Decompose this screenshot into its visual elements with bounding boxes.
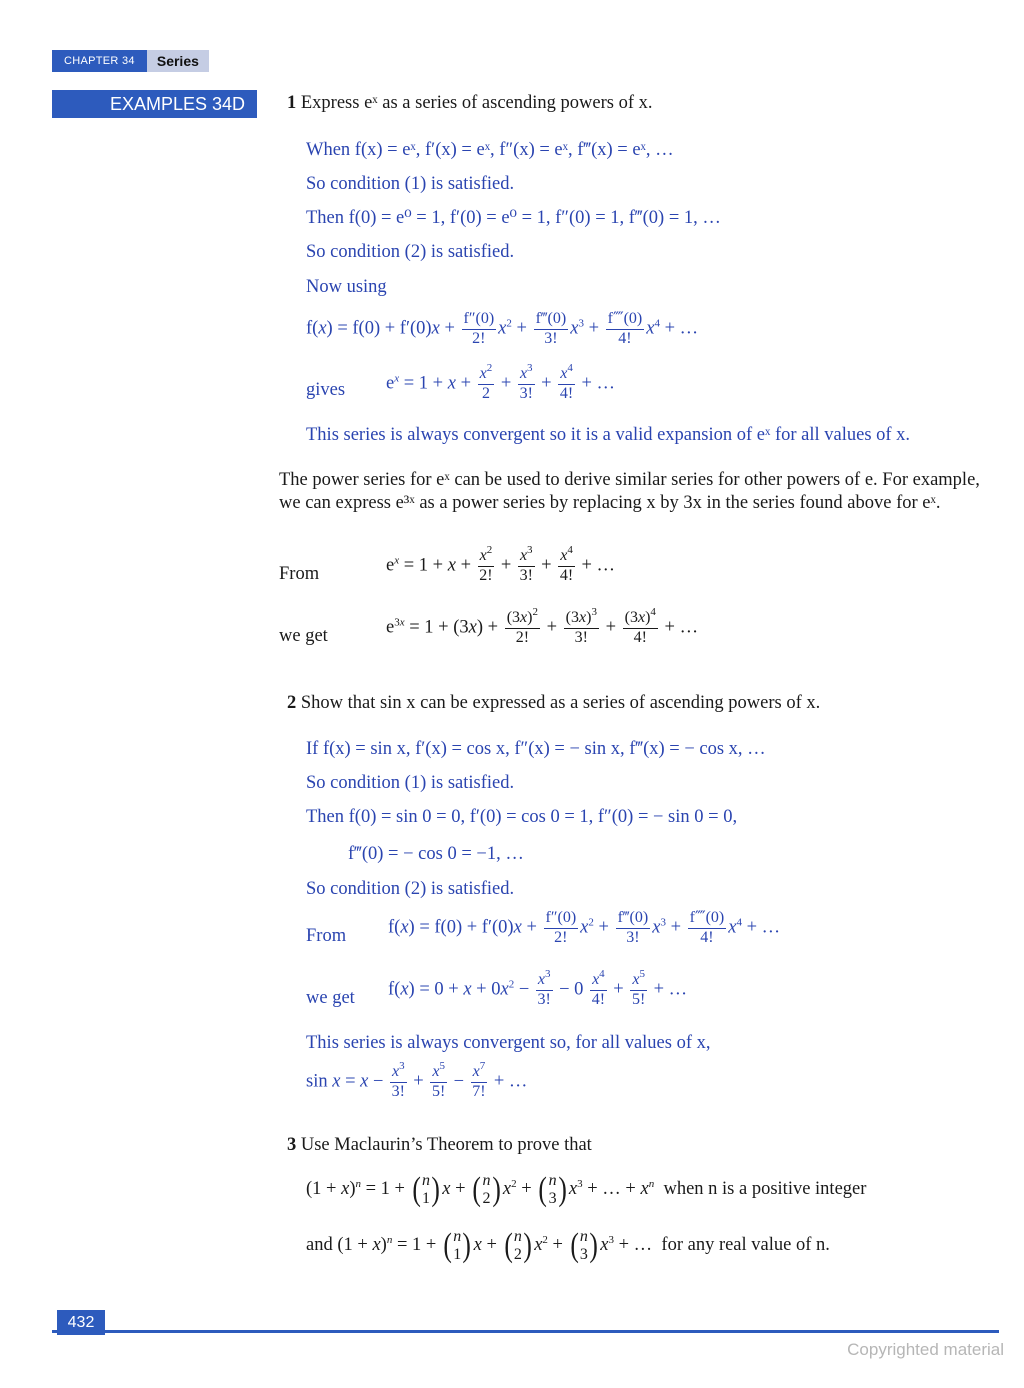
copyright-watermark: Copyrighted material xyxy=(847,1340,1004,1359)
chapter-title: Series xyxy=(147,50,209,72)
ex3-any-text: for any real value of n. xyxy=(661,1234,830,1255)
example-3-statement xyxy=(287,1133,592,1157)
page-number: 432 xyxy=(57,1310,105,1335)
ex2-we-get-label: we get xyxy=(306,988,355,1008)
examples-tab: EXAMPLES 34D xyxy=(52,90,257,118)
ex2-line-cond2: So condition (2) is satisfied. xyxy=(306,879,515,899)
intro-paragraph: The power series for eˣ can be used to derive similar series for other powers of e. For example, we can express e³ˣ as a power series by replacing x by 3x in the series found above for eˣ. xyxy=(279,470,980,513)
ex1-gives-label: gives xyxy=(306,380,346,400)
exp-3x-series: $e^{3x} = 1 + (3x)$ + $\frac{(3x)^2}{2!}$ + $\frac{(3x)^3}{3!}$ + $\frac{(3x)^4}{4!}$ + … xyxy=(386,606,699,646)
chapter-header xyxy=(52,50,209,72)
from-label: From xyxy=(279,564,320,584)
footer-rule xyxy=(52,1330,999,1333)
sin-expansion-step: $f(x) = 0 + x + 0x^2$ − $\frac{x^3}{3!}$ − 0 $\frac{x^4}{4!}$ + $\frac{x^5}{5!}$ + … xyxy=(388,968,688,1008)
ex3-when-text: when n is a positive integer xyxy=(663,1178,867,1199)
example-1-text: Express eˣ as a series of ascending powers of x. xyxy=(300,93,653,113)
ex1-line-now: Now using xyxy=(306,277,387,297)
binomial-positive-integer: $(1 + x)^n = 1$ + ( n 1 ) x + ( n 2 ) $x^2$ + ( n 3 ) $x^3$ + … + $x^n$ when n is a positive integer xyxy=(306,1170,867,1208)
ex1-line-when: When f(x) = eˣ, f′(x) = eˣ, f″(x) = eˣ, f‴(x) = eˣ, … xyxy=(306,140,674,160)
exp-series-2: $e^x = 1 + x$ + $\frac{x^2}{2!}$ + $\frac{x^3}{3!}$ + $\frac{x^4}{4!}$ + … xyxy=(386,544,616,584)
ex2-conclusion: This series is always convergent so, for all values of x, xyxy=(306,1033,711,1053)
example-2-text: Show that sin x can be expressed as a series of ascending powers of x. xyxy=(300,693,821,713)
maclaurin-formula-1: f(x) = f(0) + f′(0)x + $\frac{f''(0)}{2!}$ $x^2$ + $\frac{f‴(0)}{3!}$ $x^3$ + $\frac{f⁗(0)}{4!}$ $x^4$ + … xyxy=(306,310,699,347)
chapter-label: CHAPTER 34 xyxy=(52,50,147,72)
example-3-text: Use Maclaurin’s Theorem to prove that xyxy=(300,1135,592,1155)
maclaurin-formula-2: f(x) = f(0) + f′(0)x + $\frac{f''(0)}{2!}$ $x^2$ + $\frac{f‴(0)}{3!}$ $x^3$ + $\frac{f⁗(0)}{4!}$ $x^4$ + … xyxy=(388,909,781,946)
ex1-line-cond2: So condition (2) is satisfied. xyxy=(306,242,515,262)
ex2-line-then: Then f(0) = sin 0 = 0, f′(0) = cos 0 = 1, f″(0) = − sin 0 = 0, xyxy=(306,807,738,827)
ex3-and-label: and xyxy=(306,1234,333,1255)
ex2-from-label: From xyxy=(306,926,347,946)
we-get-label: we get xyxy=(279,626,328,646)
example-3-number: 3 xyxy=(287,1135,297,1155)
ex1-line-then: Then f(0) = e⁰ = 1, f′(0) = e⁰ = 1, f″(0) = 1, f‴(0) = 1, … xyxy=(306,208,721,228)
ex1-line-cond1: So condition (1) is satisfied. xyxy=(306,174,515,194)
exp-series-formula: $e^x = 1 + x$ + $\frac{x^2}{2}$ + $\frac{x^3}{3!}$ + $\frac{x^4}{4!}$ + … xyxy=(386,362,616,402)
example-1-statement xyxy=(287,91,652,115)
ex2-line-cond1: So condition (1) is satisfied. xyxy=(306,773,515,793)
ex2-line-if: If f(x) = sin x, f′(x) = cos x, f″(x) = − sin x, f‴(x) = − cos x, … xyxy=(306,739,766,759)
example-2-statement xyxy=(287,691,820,715)
binomial-any-real: and $(1 + x)^n = 1$ + ( n 1 ) x + ( n 2 ) $x^2$ + ( n 3 ) $x^3$ + … for any real value of n. xyxy=(306,1226,830,1264)
example-2-number: 2 xyxy=(287,693,297,713)
ex1-conclusion: This series is always convergent so it is a valid expansion of eˣ for all values of x. xyxy=(306,425,911,445)
ex2-line-then2: f‴(0) = − cos 0 = −1, … xyxy=(348,844,524,864)
example-1-number: 1 xyxy=(287,93,297,113)
sin-series-formula: sin x = x − $\frac{x^3}{3!}$ + $\frac{x^5}{5!}$ − $\frac{x^7}{7!}$ + … xyxy=(306,1060,528,1100)
